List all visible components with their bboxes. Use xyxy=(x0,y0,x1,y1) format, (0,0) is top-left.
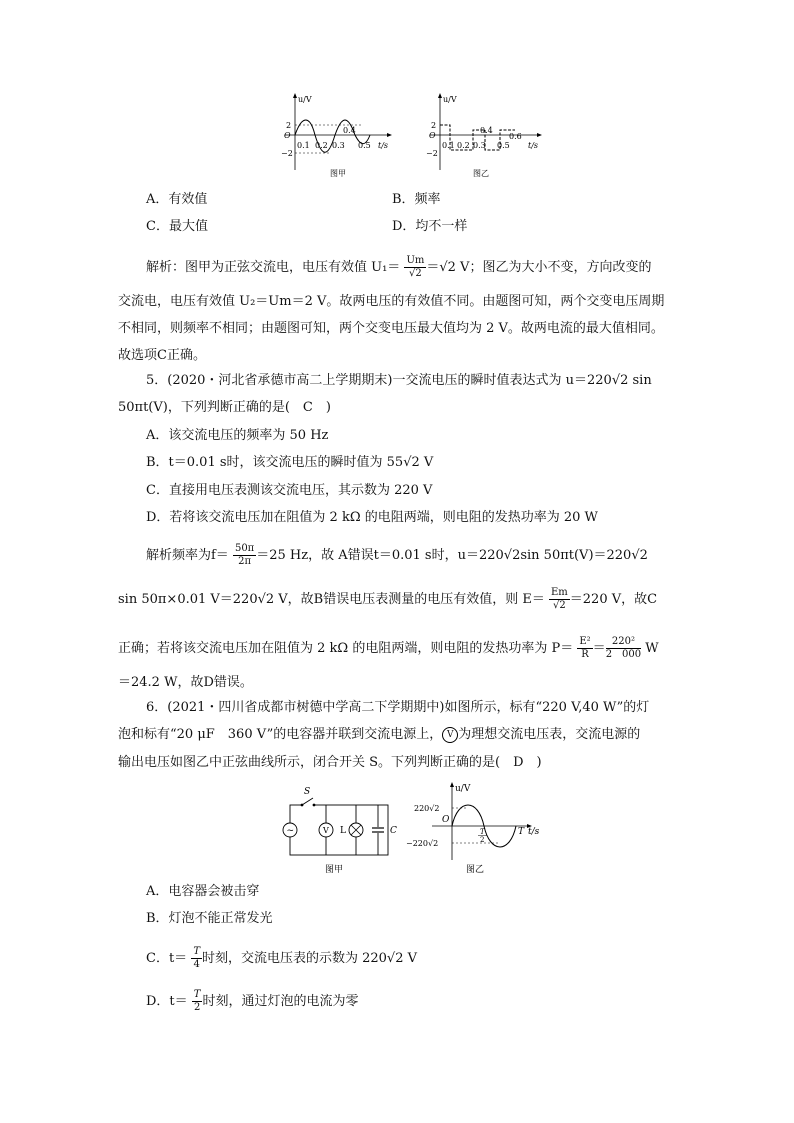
q4-analysis-line1: 解析：图甲为正弦交流电，电压有效值 U₁＝ $\frac{Um}{√2}$ ＝√2 V；图乙为大小不变，方向改变的 xyxy=(146,255,652,279)
circuit-caption: 图甲 xyxy=(325,865,344,875)
q4-fraction: $\frac{Um}{√2}$ xyxy=(406,255,425,279)
q5-analysis-line3: 正确；若将该交流电压加在阻值为 2 kΩ 的电阻两端，则电阻的发热功率为 P＝ $\frac{\text{E²}}{R}$ ＝ $\frac{\text{220²}}{2 000}$ W xyxy=(118,636,659,660)
right-caption: 图乙 xyxy=(473,169,489,178)
q6-option-b: B．灯泡不能正常发光 xyxy=(146,911,273,926)
switch-lever xyxy=(302,798,313,805)
q6-figures xyxy=(280,780,550,880)
top-figures xyxy=(270,90,550,182)
graph-x-label: t/s xyxy=(528,827,540,837)
capacitor-label: C xyxy=(390,826,397,836)
q5-option-c: C．直接用电压表测该交流电压，其示数为 220 V xyxy=(146,483,433,498)
q4-option-c: C．最大值 xyxy=(146,219,208,234)
q5-fraction-value: $\frac{\text{220²}}{2 000}$ xyxy=(605,636,642,660)
q6-option-a: A．电容器会被击穿 xyxy=(146,884,260,899)
voltmeter-label: V xyxy=(323,826,329,835)
q5-analysis-line4: ＝24.2 W，故D错误。 xyxy=(118,675,253,690)
q5-option-a: A．该交流电压的频率为 50 Hz xyxy=(146,428,329,443)
graph-right xyxy=(426,93,542,178)
graph-caption: 图乙 xyxy=(466,865,485,875)
q6-stem-line3: 输出电压如图乙中正弦曲线所示，闭合开关 S。下列判断正确的是( D ) xyxy=(118,755,542,770)
graph-top-label: 220√2 xyxy=(414,804,440,813)
right-x-tick-4: 0.4 xyxy=(480,126,493,135)
svg-text:~: ~ xyxy=(286,826,295,836)
q5-option-b: B．t＝0.01 s时，该交流电压的瞬时值为 55√2 V xyxy=(146,455,434,470)
right-origin: O xyxy=(429,131,436,140)
q6-stem-line1: 6．(2021・四川省成都市树德中学高二下学期期中)如图所示，标有“220 V,40 W”的灯 xyxy=(146,700,650,715)
q5-fraction-eff: $\frac{Em}{√2}$ xyxy=(550,587,568,611)
q5-option-d: D．若将该交流电压加在阻值为 2 kΩ 的电阻两端，则电阻的发热功率为 20 W xyxy=(146,510,598,525)
left-origin: O xyxy=(284,131,291,140)
graph-y-label: u/V xyxy=(455,784,471,794)
q4-analysis-line2: 交流电，电压有效值 U₂＝Um＝2 V。故两电压的有效值不同。由题图可知，两个交变电压周期 xyxy=(118,294,665,309)
left-x-tick-2: 0.2 xyxy=(315,141,328,150)
right-x-tick-6: 0.6 xyxy=(509,132,522,141)
left-peak-label: 0.4 xyxy=(343,126,356,135)
right-x-label: t/s xyxy=(528,141,539,150)
left-y-tick-bottom: −2 xyxy=(281,149,293,158)
q5-fraction-freq: $\frac{50\pi}{2\pi}$ xyxy=(234,543,255,567)
q6-c-fraction: $\frac{T}{4}$ xyxy=(193,946,200,970)
t-half-den: 2 xyxy=(480,836,485,844)
switch-label: S xyxy=(304,787,311,797)
q5-stem-line1: 5．(2020・河北省承德市高二上学期期末)一交流电压的瞬时值表达式为 u＝220√2 sin xyxy=(146,373,652,388)
circuit-diagram xyxy=(283,787,397,875)
left-x-tick-3: 0.3 xyxy=(332,141,345,150)
right-x-tick-5: 0.5 xyxy=(497,141,510,150)
right-x-tick-1: 0.1 xyxy=(442,141,455,150)
q6-option-d: D．t＝ $\frac{T}{2}$ 时刻，通过灯泡的电流为零 xyxy=(146,989,359,1013)
graph-left xyxy=(281,93,392,178)
left-x-tick-1: 0.1 xyxy=(297,141,310,150)
right-x-tick-2: 0.2 xyxy=(457,141,470,150)
q4-option-d: D．均不一样 xyxy=(392,219,468,234)
t-half-num: T xyxy=(480,828,485,836)
left-y-tick-top: 2 xyxy=(286,121,292,130)
q6-stem-line2: 泡和标有“20 μF 360 V”的电容器并联到交流电源上， V 为理想交流电压表，交流电源的 xyxy=(118,727,641,742)
graph-origin: O xyxy=(442,815,450,825)
voltmeter-symbol: V xyxy=(442,727,458,743)
graph-t-end: T xyxy=(518,827,525,837)
q5-fraction-power: $\frac{\text{E²}}{R}$ xyxy=(579,636,591,660)
voltage-graph xyxy=(406,782,540,875)
q4-analysis-line3: 不相同，则频率不相同；由题图可知，两个交变电压最大值均为 2 V。故两电流的最大值相同。 xyxy=(118,321,664,336)
q4-analysis-line4: 故选项C正确。 xyxy=(118,348,206,363)
graph-bottom-label: −220√2 xyxy=(406,839,439,848)
q6-option-c: C．t＝ $\frac{T}{4}$ 时刻，交流电压表的示数为 220√2 V xyxy=(146,946,418,970)
q6-d-fraction: $\frac{T}{2}$ xyxy=(193,989,201,1013)
right-y-tick-bottom: −2 xyxy=(426,149,438,158)
q4-option-a: A．有效值 xyxy=(146,192,208,207)
left-y-label: u/V xyxy=(298,95,312,104)
right-x-tick-3: 0.3 xyxy=(473,141,486,150)
left-x-label: t/s xyxy=(378,141,389,150)
q5-analysis-line2: sin 50π×0.01 V＝220√2 V，故B错误电压表测量的电压有效值，则 E＝ $\frac{Em}{√2}$ ＝220 V，故C xyxy=(118,587,658,611)
left-caption: 图甲 xyxy=(330,169,346,178)
q4-option-b: B．频率 xyxy=(392,192,441,207)
q5-stem-line2: 50πt(V)，下列判断正确的是( C ) xyxy=(118,400,331,415)
left-x-tick-5: 0.5 xyxy=(358,141,371,150)
q5-analysis-line1: 解析频率为f＝ $\frac{50\pi}{2\pi}$ ＝25 Hz，故 A错误t＝0.01 s时，u＝220√2sin 50πt(V)＝220√2 xyxy=(146,543,648,567)
right-y-label: u/V xyxy=(443,95,457,104)
lamp-label: L xyxy=(340,826,346,836)
right-y-tick-top: 2 xyxy=(431,121,437,130)
